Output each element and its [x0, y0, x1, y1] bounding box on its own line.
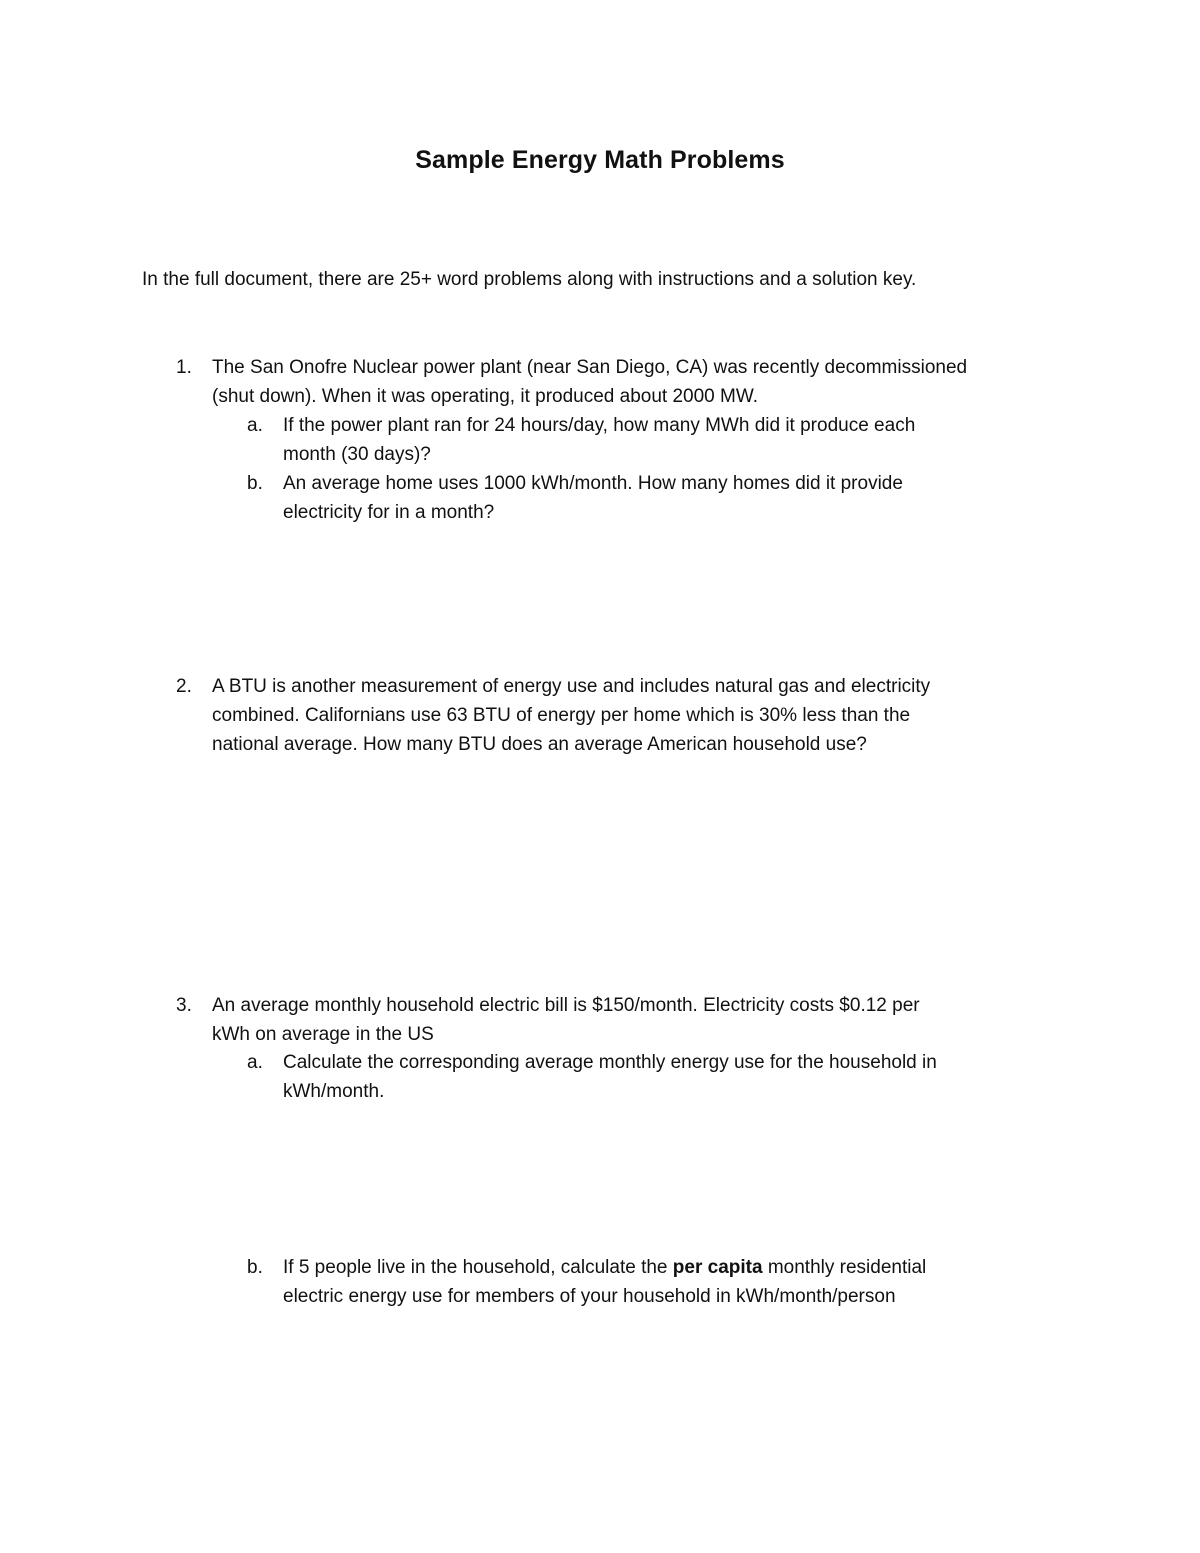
problem-text-line: (shut down). When it was operating, it produced about 2000 MW. [212, 386, 759, 407]
subquestion-letter: b. [247, 1257, 263, 1278]
problem-number: 3. [176, 995, 192, 1016]
problem-text-line: kWh on average in the US [212, 1024, 434, 1045]
problem-text-line: A BTU is another measurement of energy use and includes natural gas and electricity [212, 676, 931, 697]
text-segment: If 5 people live in the household, calculate the [283, 1257, 673, 1278]
problem-text-line: The San Onofre Nuclear power plant (near San Diego, CA) was recently decommissioned [212, 357, 968, 378]
problem-number: 1. [176, 357, 192, 378]
subquestion-text-line: If the power plant ran for 24 hours/day, how many MWh did it produce each [283, 415, 916, 436]
subquestion-text-line: An average home uses 1000 kWh/month. How many homes did it provide [283, 473, 903, 494]
problem-text-line: national average. How many BTU does an average American household use? [212, 734, 867, 755]
subquestion-text-line: Calculate the corresponding average monthly energy use for the household in [283, 1052, 937, 1073]
subquestion-text-line [283, 1256, 926, 1280]
text-segment: monthly residential [762, 1257, 927, 1278]
page-title: Sample Energy Math Problems [415, 146, 785, 174]
subquestion-text-line: electric energy use for members of your household in kWh/month/person [283, 1286, 896, 1307]
subquestion-text-line: electricity for in a month? [283, 502, 495, 523]
problem-text-line: combined. Californians use 63 BTU of energy per home which is 30% less than the [212, 705, 911, 726]
problem-number: 2. [176, 676, 192, 697]
subquestion-letter: b. [247, 473, 263, 494]
intro-paragraph: In the full document, there are 25+ word problems along with instructions and a solution key. [142, 269, 917, 290]
problem-text-line: An average monthly household electric bill is $150/month. Electricity costs $0.12 per [212, 995, 920, 1016]
subquestion-text-line: kWh/month. [283, 1081, 385, 1102]
subquestion-text-line: month (30 days)? [283, 444, 431, 465]
subquestion-letter: a. [247, 415, 263, 436]
bold-term-per-capita: per capita [672, 1257, 763, 1278]
subquestion-letter: a. [247, 1052, 263, 1073]
